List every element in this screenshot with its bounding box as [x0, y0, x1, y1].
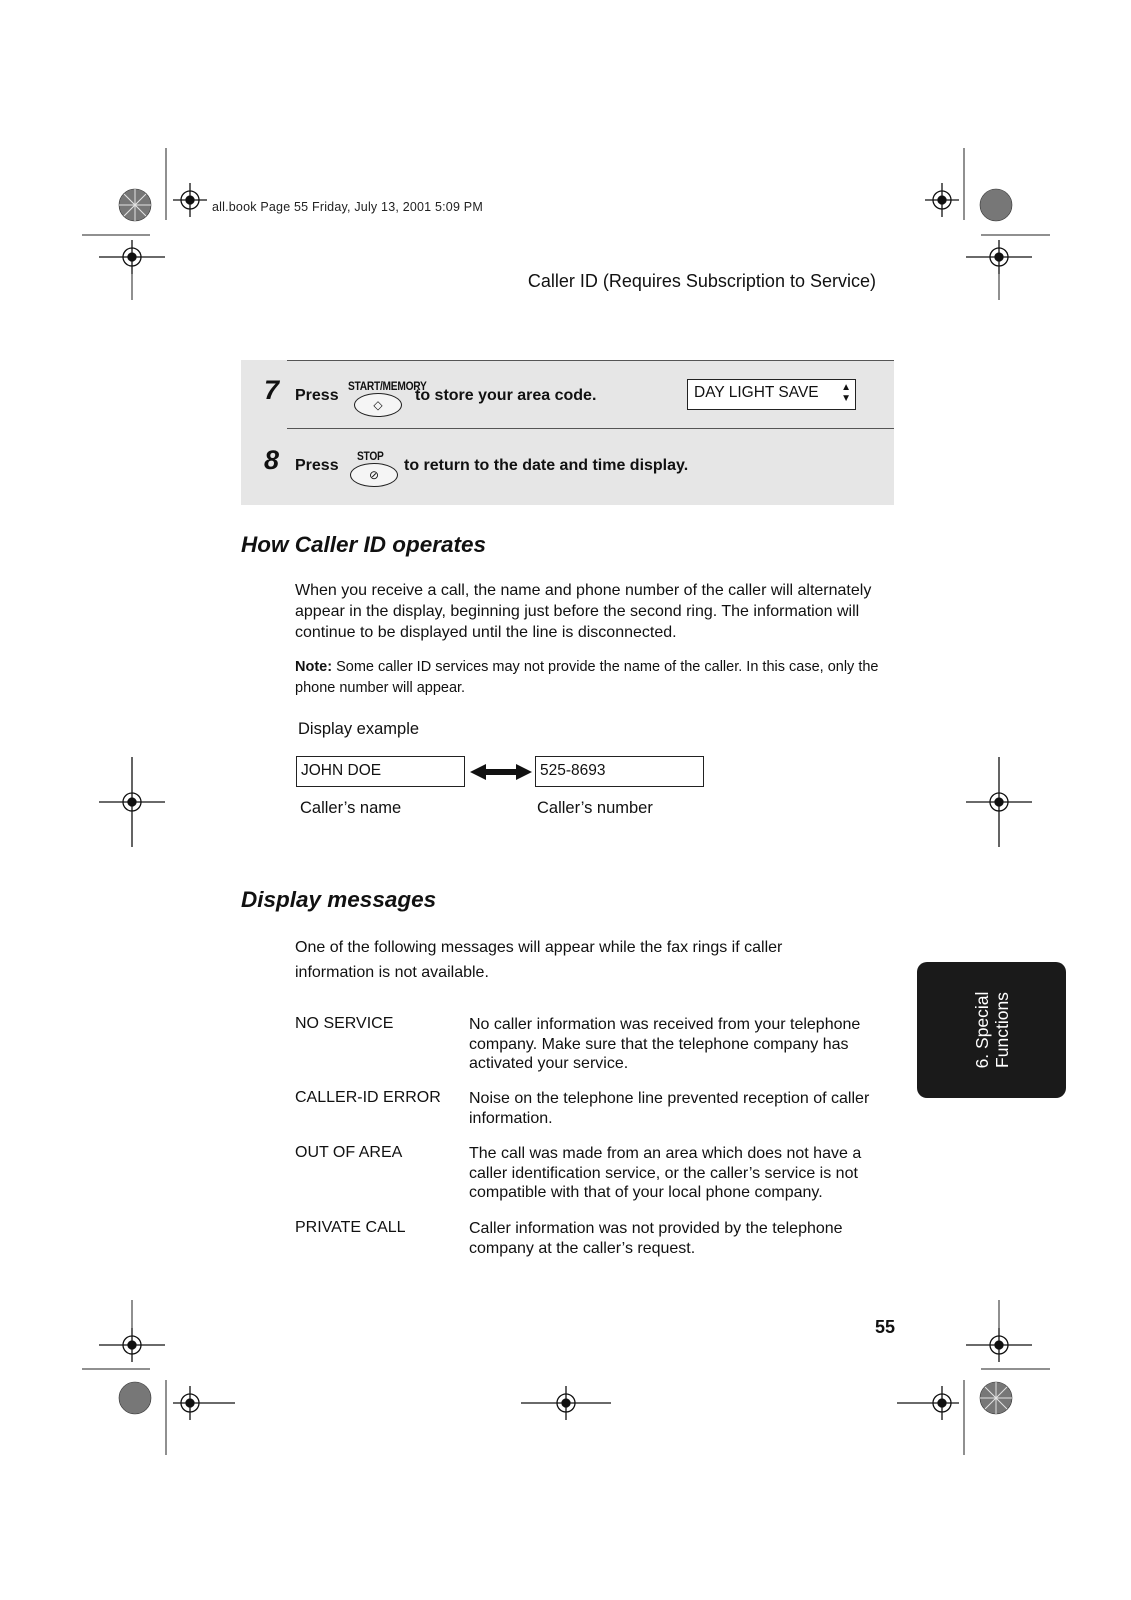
start-memory-key[interactable]	[354, 393, 402, 417]
note	[295, 657, 895, 698]
message-desc: Caller information was not provided by the telephone company at the caller’s request.	[469, 1220, 843, 1257]
start-memory-key-label: START/MEMORY	[348, 379, 427, 393]
step-8-press: Press	[295, 457, 339, 474]
message-term: PRIVATE CALL	[295, 1219, 406, 1236]
chapter-tab-line2: Functions	[991, 992, 1012, 1068]
step-8-number: 8	[264, 445, 280, 475]
message-desc: Noise on the telephone line prevented reception of caller information.	[469, 1090, 870, 1127]
step-8-action: to return to the date and time display.	[404, 457, 689, 474]
caller-number-display: 525-8693	[535, 756, 704, 787]
chapter-tab	[917, 962, 1066, 1098]
steps-box	[241, 360, 894, 505]
caller-number-caption: Caller’s number	[537, 799, 653, 817]
start-icon: ◇	[373, 398, 383, 412]
chapter-tab-label	[972, 992, 1012, 1069]
caller-name-display: JOHN DOE	[296, 756, 465, 787]
page-number: 55	[874, 1317, 895, 1337]
display-example-label: Display example	[298, 720, 420, 738]
message-desc: No caller information was received from your telephone company. Make sure that the telephone company has activated your service.	[469, 1016, 861, 1072]
lcd-display	[687, 379, 856, 410]
caller-id-description: When you receive a call, the name and phone number of the caller will alternately appear in the display, beginning just before the second ring. The information will continue to be displayed until the line is disconnected.	[295, 582, 872, 641]
message-term: OUT OF AREA	[295, 1144, 403, 1161]
caller-name-caption: Caller’s name	[300, 799, 402, 817]
chapter-tab-line1: 6. Special	[971, 991, 992, 1069]
print-slug: all.book Page 55 Friday, July 13, 2001 5:09 PM	[212, 200, 483, 214]
message-desc: The call was made from an area which does not have a caller identification service, or the caller’s service is not compatible with that of your local phone company.	[469, 1145, 862, 1201]
lcd-display-text: DAY LIGHT SAVE	[694, 384, 819, 401]
message-term: CALLER-ID ERROR	[295, 1089, 441, 1106]
message-term: NO SERVICE	[295, 1015, 394, 1032]
stop-icon: ⊘	[368, 468, 380, 482]
step-7-number: 7	[264, 375, 280, 405]
step-7-press: Press	[295, 387, 339, 404]
alternating-arrow-icon	[470, 762, 532, 782]
up-down-arrows-icon: ▲ ▼	[841, 382, 851, 404]
section-title-display-messages: Display messages	[241, 887, 437, 912]
step-divider	[287, 428, 894, 429]
display-messages-intro: One of the following messages will appear while the fax rings if caller information is not available.	[295, 939, 783, 981]
running-head: Caller ID (Requires Subscription to Service)	[527, 271, 876, 291]
step-7-action: to store your area code.	[415, 387, 597, 404]
stop-key[interactable]	[350, 463, 398, 487]
note-label: Note:	[295, 659, 333, 675]
section-title-caller-id: How Caller ID operates	[241, 532, 487, 557]
step-divider-top	[287, 360, 894, 361]
note-text: Some caller ID services may not provide the name of the caller. In this case, only the phone number will appear.	[295, 659, 879, 696]
stop-key-label: STOP	[357, 449, 384, 463]
